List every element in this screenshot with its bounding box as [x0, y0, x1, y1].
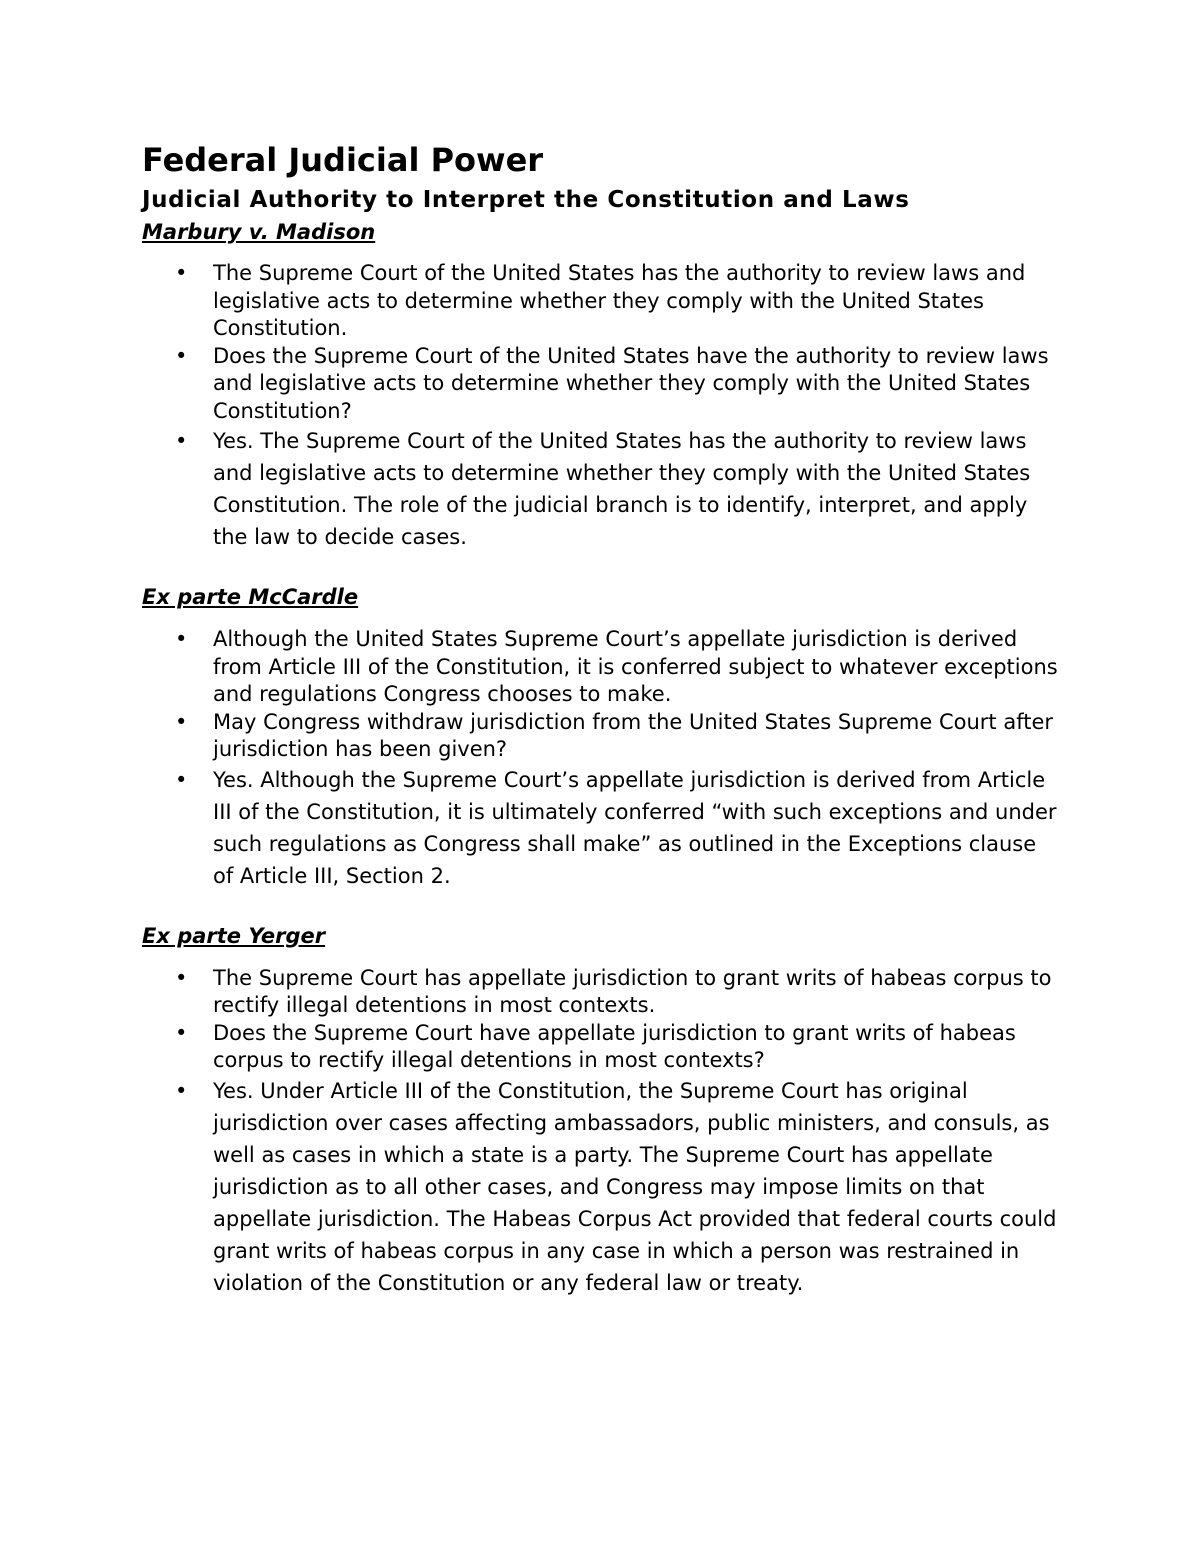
case-points-mccardle — [142, 626, 1062, 892]
list-item-text: Yes. The Supreme Court of the United States has the authority to review laws and legislative acts to determine whether they comply with the United States Constitution. The role of the judicial branch is to identify, interpret, and apply the law to decide cases. — [213, 429, 1031, 549]
bullet-icon: • — [175, 429, 188, 453]
list-item-text: May Congress withdraw jurisdiction from the United States Supreme Court after jurisdiction has been given? — [213, 709, 1054, 761]
bullet-icon: • — [175, 1078, 188, 1103]
list-item — [142, 1075, 1062, 1299]
case-heading-mccardle: Ex parte McCardle — [142, 585, 359, 609]
bullet-icon: • — [175, 709, 188, 734]
case-points-marbury — [142, 260, 1062, 553]
list-item-text: The Supreme Court has appellate jurisdiction to grant writs of habeas corpus to rectify illegal detentions in most contexts. — [213, 965, 1052, 1017]
case-heading-yerger: Ex parte Yerger — [142, 923, 326, 948]
list-item — [142, 709, 1062, 764]
list-item — [142, 626, 1062, 709]
bullet-icon: • — [175, 1020, 188, 1045]
bullet-icon: • — [175, 767, 188, 792]
list-item-text: Yes. Although the Supreme Court’s appellate jurisdiction is derived from Article III of the Constitution, it is ultimately conferred “with such exceptions and under such regulations as Congress shall make” as outlined in the Exceptions clause of Article III, Section 2. — [213, 767, 1057, 888]
list-item — [142, 425, 1062, 553]
list-item — [142, 965, 1062, 1020]
list-item-text: The Supreme Court of the United States has the authority to review laws and legislative acts to determine whether they comply with the United States Constitution. — [213, 261, 1026, 340]
list-item-text: Does the Supreme Court of the United States have the authority to review laws and legislative acts to determine whether they comply with the United States Constitution? — [213, 343, 1049, 423]
document-title: Federal Judicial Power — [142, 141, 544, 179]
bullet-icon: • — [175, 261, 188, 285]
bullet-icon: • — [175, 965, 188, 990]
case-heading-marbury: Marbury v. Madison — [142, 220, 376, 244]
document-subtitle: Judicial Authority to Interpret the Constitution and Laws — [142, 187, 910, 213]
bullet-icon: • — [175, 343, 188, 368]
list-item — [142, 343, 1062, 426]
list-item-text: Although the United States Supreme Court’s appellate jurisdiction is derived from Article III of the Constitution, it is conferred subject to whatever exceptions and regulations Congress chooses to make. — [213, 627, 1058, 706]
list-item-text: Does the Supreme Court have appellate jurisdiction to grant writs of habeas corpus to rectify illegal detentions in most contexts? — [213, 1020, 1016, 1072]
list-item — [142, 260, 1062, 343]
list-item — [142, 1020, 1062, 1075]
list-item-text: Yes. Under Article III of the Constitution, the Supreme Court has original jurisdiction over cases affecting ambassadors, public ministers, and consuls, as well as cases in which a state is a party. The Supreme Court has appellate jurisdiction as to all other cases, and Congress may impose limits on that appellate jurisdiction. The Habeas Corpus Act provided that federal courts could grant writs of habeas corpus in any case in which a person was restrained in violation of the Constitution or any federal law or treaty. — [213, 1078, 1057, 1295]
list-item — [142, 764, 1062, 892]
bullet-icon: • — [175, 627, 188, 651]
document-page — [142, 138, 1062, 1299]
case-points-yerger — [142, 965, 1062, 1299]
